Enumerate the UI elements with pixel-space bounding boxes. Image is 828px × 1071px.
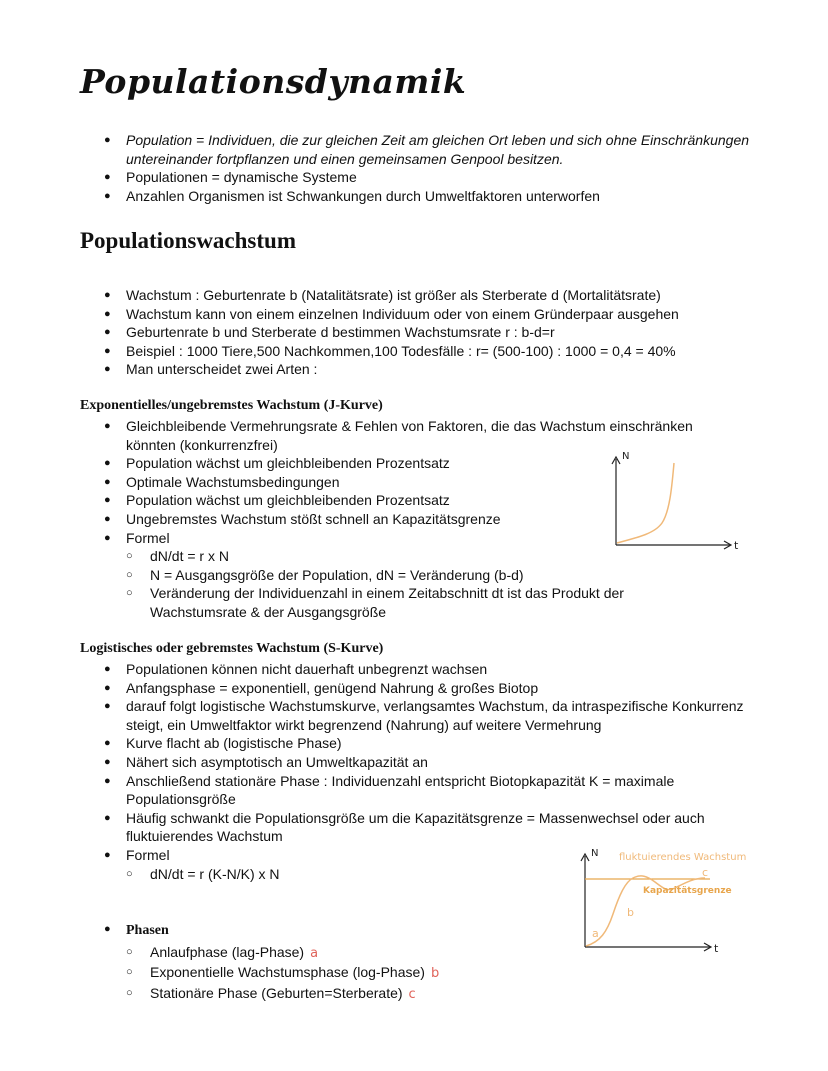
- phase-mark-c: c: [702, 866, 709, 879]
- list-item: ● Kurve flacht ab (logistische Phase): [104, 734, 764, 753]
- phases-sublist: [104, 943, 439, 1005]
- capacity-label: Kapazitätsgrenze: [643, 886, 732, 896]
- list-item: ● Man unterscheidet zwei Arten :: [104, 360, 679, 379]
- formula-label: Formel: [126, 846, 170, 863]
- list-item: [104, 920, 439, 1004]
- growth-list: [104, 286, 679, 379]
- logistic-heading: Logistisches oder gebremstes Wachstum (S-Kurve): [80, 641, 384, 656]
- sub-item: [104, 963, 439, 984]
- fluctuation-label: fluktuierendes Wachstum: [619, 852, 747, 863]
- list-item: ● Wachstum kann von einem einzelnen Individuum oder von einem Gründerpaar ausgehen: [104, 305, 679, 324]
- sub-item: [104, 943, 439, 964]
- list-item: ● Anzahlen Organismen ist Schwankungen durch Umweltfaktoren unterworfen: [104, 187, 828, 206]
- s-curve-graph: [575, 842, 795, 957]
- list-item: ● Häufig schwankt die Populationsgröße um die Kapazitätsgrenze = Massenwechsel oder auch fluktuierendes Wachstum: [104, 809, 726, 846]
- formula-label: Formel: [126, 529, 170, 546]
- phase-text: Stationäre Phase (Geburten=Sterberate): [150, 984, 403, 1001]
- y-axis-label: N: [622, 451, 630, 462]
- list-item: ● Geburtenrate b und Sterberate d bestimmen Wachstumsrate r : b-d=r: [104, 323, 679, 342]
- list-item: ● Population wächst um gleichbleibenden Prozentsatz: [104, 491, 704, 510]
- formula-sublist: [104, 547, 704, 621]
- j-curve-graph: [600, 445, 750, 555]
- phase-mark-b: b: [627, 906, 634, 919]
- phase-text: Exponentielle Wachstumsphase (log-Phase): [150, 964, 425, 981]
- list-item: ● Populationen = dynamische Systeme: [104, 168, 828, 187]
- list-item: ● Population wächst um gleichbleibenden Prozentsatz: [104, 454, 704, 473]
- page-title: Populationsdynamik: [80, 62, 467, 101]
- y-axis-label: N: [591, 848, 599, 859]
- phase-mark: a: [310, 945, 319, 961]
- section-heading: Populationswachstum: [80, 228, 296, 253]
- sub-item: ○ N = Ausgangsgröße der Population, dN = Veränderung (b-d): [104, 566, 704, 585]
- phases-list: [104, 920, 439, 1004]
- list-item: ● Anfangsphase = exponentiell, genügend Nahrung & großes Biotop: [104, 679, 764, 698]
- sub-item: [104, 984, 439, 1005]
- phase-text: Anlaufphase (lag-Phase): [150, 943, 305, 960]
- phase-mark: b: [430, 966, 440, 982]
- sub-item: ○ dN/dt = r x N: [104, 547, 704, 566]
- phase-mark: c: [408, 986, 416, 1002]
- phases-heading: Phasen: [126, 923, 169, 938]
- sub-item: ○ dN/dt = r (K-N/K) x N: [104, 865, 764, 884]
- list-item: ● darauf folgt logistische Wachstumskurve, verlangsamtes Wachstum, da intraspezifische Konkurrenz steigt, ein Umweltfaktor wirkt begrenzend (Nahrung) auf weitere Vermehrung: [104, 697, 764, 734]
- intro-list: [104, 131, 828, 205]
- phase-mark-a: a: [592, 927, 599, 940]
- list-item: ● Ungebremstes Wachstum stößt schnell an Kapazitätsgrenze: [104, 510, 704, 529]
- list-item: ● Wachstum : Geburtenrate b (Natalitätsrate) ist größer als Sterberate d (Mortalitätsrate): [104, 286, 679, 305]
- list-item: ● Beispiel : 1000 Tiere,500 Nachkommen,100 Todesfälle : r= (500-100) : 1000 = 0,4 = 40%: [104, 342, 679, 361]
- list-item: ● Populationen können nicht dauerhaft unbegrenzt wachsen: [104, 660, 764, 679]
- list-item: ● Population = Individuen, die zur gleichen Zeit am gleichen Ort leben und sich ohne Einschränkungen untereinander fortpflanzen und einen gemeinsamen Genpool besitzen.: [104, 131, 828, 168]
- list-item: ● Anschließend stationäre Phase : Individuenzahl entspricht Biotopkapazität K = maximale Populationsgröße: [104, 772, 764, 809]
- sub-item: ○ Veränderung der Individuenzahl in einem Zeitabschnitt dt ist das Produkt der Wachstumsrate & der Ausgangsgröße: [104, 584, 704, 621]
- j-curve: [617, 463, 674, 543]
- list-item: ● Gleichbleibende Vermehrungsrate & Fehlen von Faktoren, die das Wachstum einschränken könnten (konkurrenzfrei): [104, 417, 704, 454]
- x-axis-label: t: [714, 942, 719, 955]
- exponential-heading: Exponentielles/ungebremstes Wachstum (J-Kurve): [80, 398, 383, 413]
- x-axis-label: t: [734, 539, 739, 552]
- list-item: ● Optimale Wachstumsbedingungen: [104, 473, 704, 492]
- list-item: ● Nähert sich asymptotisch an Umweltkapazität an: [104, 753, 764, 772]
